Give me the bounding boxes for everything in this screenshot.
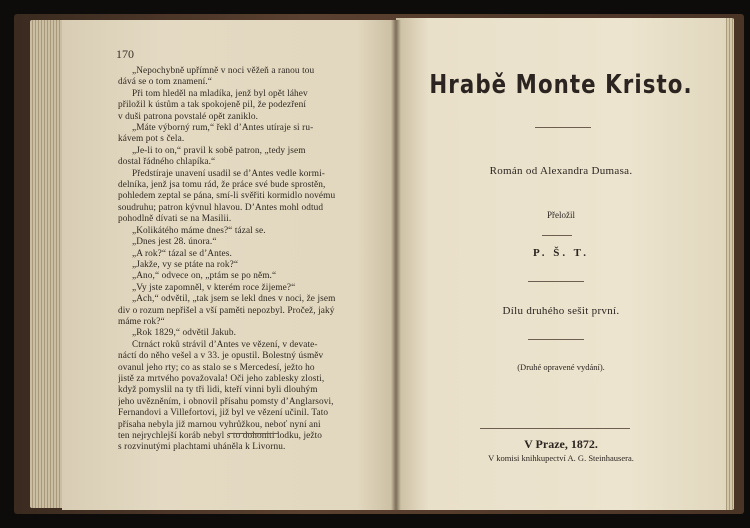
text-line: přiložil k ústům a tak spokojeně pil, že podezření	[118, 100, 307, 111]
text-line: „Vy jste zapomněl, v kterém roce žijeme?“	[132, 282, 296, 293]
text-line: přísaha nebyla již marnou vyhrůžkou, neboť nyní ani	[118, 419, 321, 430]
title-rule	[535, 127, 591, 128]
translator-rule	[528, 281, 584, 282]
text-line: Při tom hleděl na mladíka, jenž byl opět láhev	[132, 88, 308, 99]
text-line: ten nejrychlejší koráb nebyl s to dohoniti lodku, ježto	[118, 431, 323, 441]
text-line: delníka, jenž jsa tomu rád, že práce své bude sprostěn,	[118, 180, 326, 191]
edition-note: (Druhé opravené vydání).	[517, 362, 605, 372]
page-number: 170	[116, 47, 134, 61]
text-line: „Kolikátého máme dnes?“ tázal se.	[132, 225, 266, 236]
book-subtitle: Román od Alexandra Dumasa.	[489, 165, 633, 177]
body-text	[118, 66, 378, 454]
text-line: „Jakže, vy se ptáte na rok?“	[132, 259, 239, 270]
imprint-rule	[480, 428, 630, 429]
text-line: „Nepochybně upřímně v noci věžeň a ranou tou	[132, 66, 315, 76]
text-line: „Je-li to on,“ pravil k sobě patron, „tedy jsem	[132, 145, 306, 156]
volume-part: Dílu druhého sešit první.	[502, 305, 620, 317]
imprint-publisher: V komisi knihkupectví A. G. Steinhausera.	[488, 453, 634, 463]
text-line: jistě za mrtvého považovala! Oči jeho zablesky zlosti,	[118, 373, 325, 384]
text-line: „Máte výborný rum,“ řekl d’Antes utíraje si ru-	[132, 123, 314, 134]
text-line: kávem pot s čela.	[118, 134, 185, 145]
text-line: jeho uvězněním, i obnovil přísahu pomsty d’Anglarsovi,	[118, 396, 334, 407]
text-line: pohledem zeptal se pána, smí-li svěřiti kormidlo novému	[118, 191, 336, 202]
text-line: pohodlně dívati se na Masilii.	[118, 214, 232, 225]
text-line: „Dnes jest 28. února.“	[132, 237, 217, 248]
book-title: Hrabě Monte Kristo.	[429, 70, 693, 100]
text-line: náctí do něho vešel a v 33. je opustil. Bolestný úsměv	[118, 351, 324, 362]
text-line: soudruhu; patron kývnul hlavou. D’Antes mohl odtud	[118, 202, 324, 213]
text-line: „Ach,“ odvětil, „tak jsem se lekl dnes v noci, že jsem	[132, 294, 336, 305]
text-line: s rozvinutými plachtami uháněla k Livornu.	[118, 442, 286, 453]
part-rule	[528, 339, 584, 340]
text-line: Předstíraje unavení usadil se d’Antes vedle kormi-	[132, 168, 325, 179]
text-line: ovanul jeho rty; co as stalo se s Mercedesí, ježto ho	[118, 362, 315, 373]
chapter-end-rule	[228, 433, 278, 434]
subtitle-rule	[542, 235, 572, 236]
text-line: div o rozum nepřišel a vší paměti nepozbyl. Pročež, jaký	[118, 305, 335, 316]
text-line: „Ano,“ odvece on, „ptám se po něm.“	[132, 271, 277, 282]
text-line: Čtrnáct roků strávil d’Antes ve vězení, v devate-	[132, 339, 318, 350]
text-line: „A rok?“ tázal se d’Antes.	[132, 248, 232, 259]
text-line: v duši patrona povstalé opět zaniklo.	[118, 111, 259, 122]
text-line: dostal řádného chlapíka.“	[118, 157, 216, 168]
translator-label: Přeložil	[547, 210, 575, 220]
text-line: Fernandovi a Villefortovi, již byl ve vězení učinil. Tato	[118, 408, 329, 419]
translator-initials: P. Š. T.	[533, 247, 589, 259]
text-line: když pomyslil na ty tři lidi, kteří vinni byli dlouhým	[118, 385, 318, 396]
text-line: máme rok?“	[118, 316, 165, 327]
text-line: „Rok 1829,“ odvětil Jakub.	[132, 328, 237, 339]
imprint-place-year: V Praze, 1872.	[524, 437, 598, 451]
text-line: dává se o tom znamení.“	[118, 77, 212, 88]
